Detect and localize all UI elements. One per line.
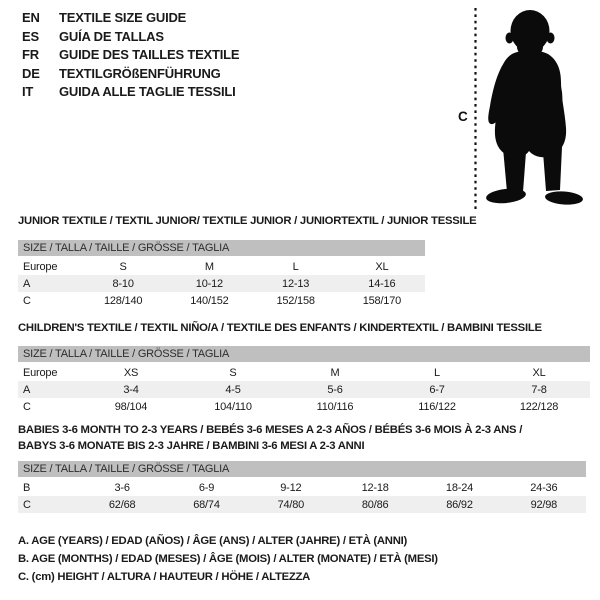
table-cell: Europe	[23, 260, 58, 273]
table-cell: 116/122	[418, 400, 456, 413]
measurement-legend	[18, 532, 438, 586]
table-cell: C	[23, 498, 31, 511]
language-code: ES	[22, 28, 39, 44]
baby-silhouette-icon	[485, 10, 583, 206]
babies-title-line-1: BABIES 3-6 MONTH TO 2-3 YEARS / BEBÉS 3-6 MESES A 2-3 AÑOS / BÉBÉS 3-6 MOIS À 2-3 ANS /	[18, 424, 523, 436]
size-header-bar: SIZE / TALLA / TAILLE / GRÖSSE / TAGLIA	[18, 240, 425, 256]
table-cell: B	[23, 481, 31, 494]
table-cell: XL	[375, 260, 389, 273]
table-cell: L	[434, 366, 440, 379]
table-cell: 9-12	[280, 481, 302, 494]
table-cell: 68/74	[193, 498, 220, 511]
language-list	[22, 9, 239, 102]
table-cell: 110/116	[316, 400, 354, 413]
children-size-table	[18, 346, 590, 415]
table-cell: C	[23, 294, 31, 307]
table-cell: 62/68	[108, 498, 136, 511]
size-header-bar: SIZE / TALLA / TAILLE / GRÖSSE / TAGLIA	[18, 346, 590, 362]
table-cell: 98/104	[114, 400, 148, 413]
table-cell: 3-6	[114, 481, 130, 494]
table-cell: 5-6	[327, 383, 343, 396]
table-cell: 158/170	[362, 294, 402, 307]
table-row	[18, 292, 425, 309]
language-title: GUÍA DE TALLAS	[59, 28, 164, 44]
babies-section-title	[18, 423, 596, 454]
table-cell: 104/110	[214, 400, 252, 413]
language-row	[22, 9, 239, 28]
table-cell: 12-13	[282, 277, 310, 290]
language-title: TEXTILE SIZE GUIDE	[59, 10, 187, 25]
table-cell: 4-5	[225, 383, 241, 396]
language-code: EN	[22, 10, 40, 25]
table-cell: 6-9	[198, 481, 215, 494]
language-row	[22, 28, 239, 47]
language-row	[22, 83, 239, 102]
table-cell: 14-16	[368, 277, 396, 290]
table-row	[18, 398, 590, 415]
language-code: FR	[22, 47, 39, 63]
size-header-bar: SIZE / TALLA / TAILLE / GRÖSSE / TAGLIA	[18, 461, 586, 477]
table-row	[18, 479, 586, 496]
table-cell: 18-24	[445, 481, 474, 494]
table-cell: 10-12	[195, 277, 223, 290]
table-row	[18, 364, 590, 381]
children-section-title: CHILDREN'S TEXTILE / TEXTIL NIÑO/A / TEXTILE DES ENFANTS / KINDERTEXTIL / BAMBINI TESSILE	[18, 322, 542, 334]
legend-line-a: A. AGE (YEARS) / EDAD (AÑOS) / ÂGE (ANS) / ALTER (JAHRE) / ETÀ (ANNI)	[18, 535, 408, 547]
baby-height-figure	[450, 0, 600, 215]
table-cell: C	[23, 400, 31, 413]
table-cell: A	[23, 277, 31, 290]
table-row	[18, 258, 425, 275]
table-cell: Europe	[23, 366, 58, 379]
table-row	[18, 381, 590, 398]
table-cell: 80/86	[361, 498, 389, 511]
table-cell: S	[229, 366, 237, 379]
table-cell: 6-7	[429, 383, 445, 396]
table-row	[18, 496, 586, 513]
table-cell: 86/92	[446, 498, 473, 511]
legend-line-c: C. (cm) HEIGHT / ALTURA / HAUTEUR / HÖHE / ALTEZZA	[18, 571, 311, 583]
table-cell: XL	[532, 366, 546, 379]
legend-line-b: B. AGE (MONTHS) / EDAD (MESES) / ÂGE (MOIS) / ALTER (MONATE) / ETÀ (MESI)	[18, 553, 438, 565]
table-row	[18, 275, 425, 292]
table-cell: 92/98	[530, 498, 558, 511]
table-cell: 3-4	[123, 383, 139, 396]
language-code: IT	[22, 84, 34, 100]
table-cell: XS	[123, 366, 139, 379]
babies-title-line-2: BABYS 3-6 MONATE BIS 2-3 JAHRE / BAMBINI 3-6 MESI A 2-3 ANNI	[18, 439, 365, 452]
table-cell: 152/158	[276, 294, 315, 307]
height-label: C	[458, 109, 468, 124]
junior-section-title: JUNIOR TEXTILE / TEXTIL JUNIOR/ TEXTILE JUNIOR / JUNIORTEXTIL / JUNIOR TESSILE	[18, 215, 477, 227]
language-title: TEXTILGRÖßENFÜHRUNG	[59, 65, 221, 81]
language-row	[22, 46, 239, 65]
table-cell: 128/140	[103, 294, 143, 307]
language-row	[22, 65, 239, 84]
table-cell: A	[23, 383, 31, 396]
table-cell: L	[292, 260, 299, 273]
table-cell: M	[204, 260, 214, 273]
table-cell: 12-18	[361, 481, 389, 494]
table-cell: 24-36	[530, 481, 558, 494]
language-code: DE	[22, 65, 40, 81]
table-cell: 140/152	[190, 294, 229, 307]
table-cell: 7-8	[531, 383, 547, 396]
table-cell: 74/80	[277, 498, 305, 511]
table-cell: 8-10	[112, 277, 134, 290]
language-title: GUIDA ALLE TAGLIE TESSILI	[59, 84, 236, 100]
junior-size-table	[18, 240, 425, 309]
table-cell: 122/128	[519, 400, 559, 413]
babies-size-table	[18, 461, 586, 513]
language-title: GUIDE DES TAILLES TEXTILE	[59, 47, 240, 63]
table-cell: S	[119, 260, 127, 273]
table-cell: M	[330, 366, 340, 379]
